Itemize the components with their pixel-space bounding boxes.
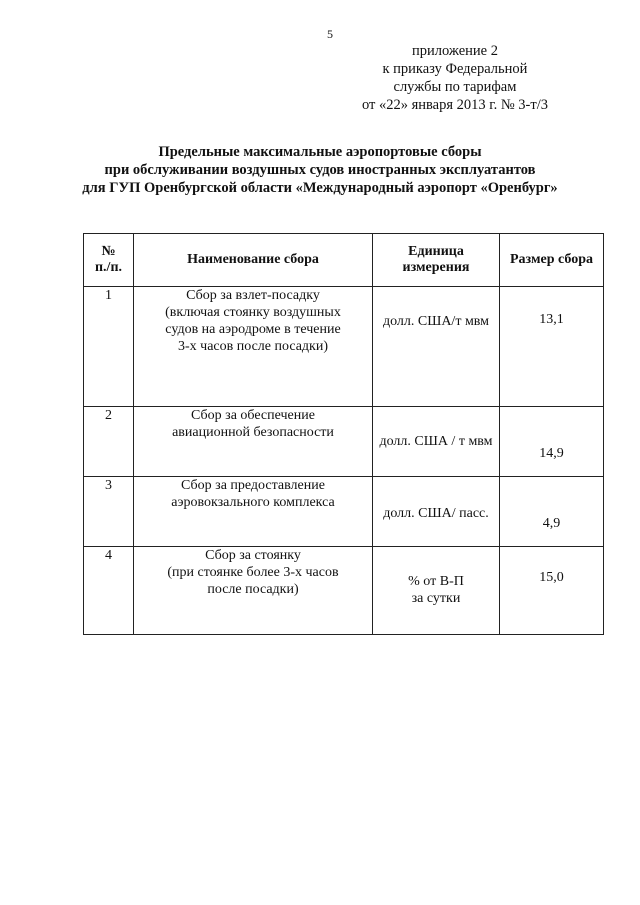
- fee-unit: [373, 407, 500, 477]
- fee-name-line: Сбор за стоянку: [205, 548, 301, 563]
- title-line-3: для ГУП Оренбургской области «Международный аэропорт «Оренбург»: [82, 180, 558, 196]
- fee-name-line: Сбор за предоставление: [181, 478, 325, 493]
- fee-name-line: (включая стоянку воздушных: [165, 305, 341, 320]
- fee-size: 4,9: [500, 477, 604, 547]
- fee-unit-line: долл. США/ пасс.: [383, 506, 489, 521]
- document-title: [0, 143, 640, 197]
- appendix-line-1: приложение 2: [411, 43, 498, 59]
- fee-size: 14,9: [500, 407, 604, 477]
- header-fee-name: Наименование сбора: [134, 234, 373, 287]
- fee-size: 15,0: [500, 547, 604, 635]
- header-unit: [373, 234, 500, 287]
- fee-name-line: судов на аэродроме в течение: [165, 322, 341, 337]
- row-number: 3: [84, 477, 134, 547]
- row-number: 1: [84, 287, 134, 407]
- fee-name-line: аэровокзального комплекса: [171, 495, 335, 510]
- fee-name-line: Сбор за обеспечение: [191, 408, 315, 423]
- table-row: [84, 477, 604, 547]
- table-header-row: [84, 234, 604, 287]
- header-number-line-2: п./п.: [94, 260, 123, 275]
- appendix-line-2: к приказу Федеральной: [382, 61, 528, 77]
- row-number: 4: [84, 547, 134, 635]
- appendix-line-4: от «22» января 2013 г. № 3-т/3: [361, 97, 548, 113]
- fee-unit-line: долл. США/т мвм: [382, 314, 490, 329]
- fee-unit: [373, 547, 500, 635]
- row-number: 2: [84, 407, 134, 477]
- fee-unit-line: % от В-П: [408, 574, 464, 589]
- fee-name: [134, 407, 373, 477]
- header-number-line-1: №: [101, 244, 116, 259]
- fee-unit-line: за сутки: [411, 591, 461, 606]
- table-row: [84, 407, 604, 477]
- fees-table: [83, 233, 604, 635]
- header-fee-size: Размер сбора: [500, 234, 604, 287]
- header-unit-line-1: Единица: [408, 244, 464, 259]
- page-number: 5: [327, 27, 333, 41]
- header-number: [84, 234, 134, 287]
- fee-name: [134, 477, 373, 547]
- title-line-2: при обслуживании воздушных судов иностранных эксплуатантов: [104, 162, 536, 178]
- fee-name-line: после посадки): [207, 582, 299, 597]
- fee-unit: [373, 477, 500, 547]
- fee-size: 13,1: [500, 287, 604, 407]
- header-unit-line-2: измерения: [402, 260, 470, 275]
- fee-unit-line: долл. США / т мвм: [379, 434, 493, 449]
- fee-name-line: авиационной безопасности: [172, 425, 334, 440]
- fee-name-line: (при стоянке более 3-х часов: [167, 565, 339, 580]
- fee-name-line: Сбор за взлет-посадку: [186, 288, 320, 303]
- fee-name: [134, 287, 373, 407]
- table-row: [84, 287, 604, 407]
- fee-name-line: 3-х часов после посадки): [177, 339, 328, 354]
- fee-unit: [373, 287, 500, 407]
- fee-name: [134, 547, 373, 635]
- appendix-line-3: службы по тарифам: [393, 79, 517, 95]
- table-row: [84, 547, 604, 635]
- appendix-reference: [362, 42, 548, 114]
- title-line-1: Предельные максимальные аэропортовые сборы: [158, 144, 482, 160]
